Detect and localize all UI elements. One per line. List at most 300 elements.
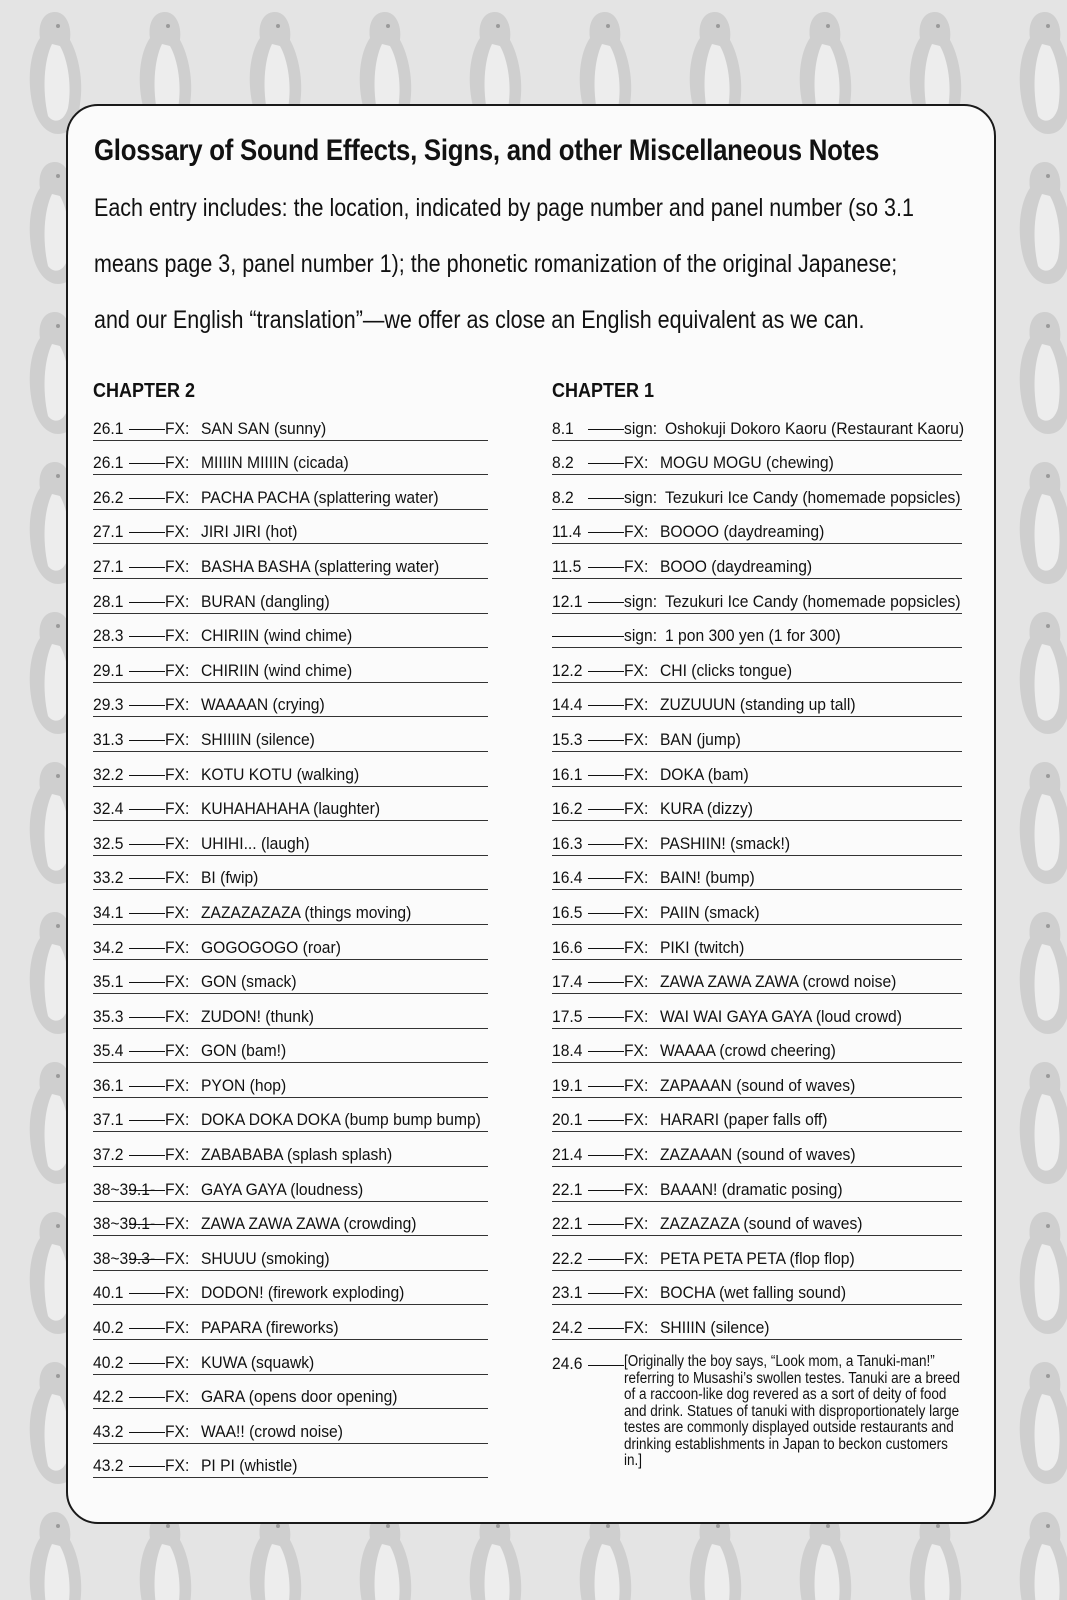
entry-description: BOOOO (daydreaming): [660, 522, 825, 542]
chapter-2-heading: CHAPTER 2: [93, 380, 196, 402]
entry-kind: FX:: [624, 1214, 649, 1234]
entry-description: BURAN (dangling): [201, 591, 330, 611]
glossary-entry: [552, 1029, 962, 1064]
glossary-entry: [93, 856, 488, 891]
entry-description: WAA!! (crowd noise): [201, 1421, 343, 1441]
glossary-entry: [93, 787, 488, 822]
entry-kind: FX:: [165, 556, 190, 576]
page-title: Glossary of Sound Effects, Signs, and other Miscellaneous Notes: [94, 134, 880, 167]
glossary-entry: [93, 1063, 488, 1098]
entry-kind: FX:: [165, 937, 190, 957]
entry-description: PAIIN (smack): [660, 902, 760, 922]
entry-description: GARA (opens door opening): [201, 1387, 398, 1407]
entry-dash: [129, 1224, 165, 1225]
entry-dash: [588, 844, 624, 845]
entry-location: 22.1: [552, 1179, 583, 1199]
entry-dash: [588, 1086, 624, 1087]
entry-dash: [129, 1397, 165, 1398]
entry-kind: FX:: [624, 695, 649, 715]
glossary-entry: [552, 1167, 962, 1202]
entry-description: SHIIIIN (silence): [201, 729, 315, 749]
entry-kind: FX:: [624, 729, 649, 749]
entry-description: Tezukuri Ice Candy (homemade popsicles): [665, 591, 961, 611]
entry-description: SAN SAN (sunny): [201, 418, 327, 438]
entry-description: BI (fwip): [201, 868, 259, 888]
entry-kind: FX:: [165, 1075, 190, 1095]
entry-dash: [129, 948, 165, 949]
glossary-entry: [93, 1167, 488, 1202]
glossary-entry: [93, 994, 488, 1029]
glossary-entry: [93, 1098, 488, 1133]
entry-kind: FX:: [624, 1179, 649, 1199]
glossary-entry: [552, 614, 962, 649]
entry-kind: FX:: [165, 660, 190, 680]
glossary-entry: [93, 614, 488, 649]
entry-location: 8.2: [552, 453, 574, 473]
entry-dash: [588, 532, 624, 533]
entry-kind: FX:: [165, 764, 190, 784]
entry-kind: FX:: [165, 868, 190, 888]
entry-description: GON (bam!): [201, 1041, 287, 1061]
entry-kind: FX:: [165, 1283, 190, 1303]
entry-dash: [129, 1328, 165, 1329]
entry-dash: [129, 498, 165, 499]
entry-dash: [588, 1155, 624, 1156]
entry-kind: FX:: [624, 556, 649, 576]
entry-kind: FX:: [624, 972, 649, 992]
entry-kind: FX:: [165, 833, 190, 853]
entry-kind: FX:: [624, 1248, 649, 1268]
glossary-entry: [93, 510, 488, 545]
entry-location: 8.1: [552, 418, 574, 438]
entry-description: ZAWA ZAWA ZAWA (crowding): [201, 1214, 417, 1234]
chapter-1-column: [552, 376, 965, 1504]
glossary-entry: [552, 1202, 962, 1237]
glossary-entry: [552, 441, 962, 476]
glossary-entry: [552, 890, 962, 925]
entry-description: ZABABABA (splash splash): [201, 1145, 393, 1165]
entry-kind: FX:: [165, 799, 190, 819]
entry-kind: FX:: [624, 868, 649, 888]
entry-kind: FX:: [165, 1006, 190, 1026]
entry-dash: [588, 1190, 624, 1191]
entry-dash: [129, 1051, 165, 1052]
entry-kind: FX:: [165, 972, 190, 992]
entry-dash: [588, 878, 624, 879]
entry-location: 24.2: [552, 1318, 583, 1338]
entry-location: 16.4: [552, 868, 583, 888]
entry-description: BASHA BASHA (splattering water): [201, 556, 440, 576]
entry-description: PYON (hop): [201, 1075, 287, 1095]
entry-location: 32.4: [93, 799, 124, 819]
entry-location: 32.5: [93, 833, 124, 853]
glossary-entry: [93, 821, 488, 856]
entry-description: GON (smack): [201, 972, 297, 992]
entry-dash: [588, 671, 624, 672]
entry-description: ZUDON! (thunk): [201, 1006, 314, 1026]
entry-kind: FX:: [624, 1041, 649, 1061]
entry-description: CHI (clicks tongue): [660, 660, 793, 680]
entry-location: 35.4: [93, 1041, 124, 1061]
entry-location: 11.5: [552, 556, 582, 576]
glossary-entry: [93, 1305, 488, 1340]
glossary-entry: [552, 510, 962, 545]
entry-description: KURA (dizzy): [660, 799, 753, 819]
entry-dash: [129, 1466, 165, 1467]
entry-kind: FX:: [165, 1387, 190, 1407]
entry-kind: FX:: [624, 799, 649, 819]
glossary-entry: [552, 544, 962, 579]
entry-location: 17.5: [552, 1006, 583, 1026]
entry-description: PACHA PACHA (splattering water): [201, 487, 439, 507]
entry-kind: FX:: [165, 902, 190, 922]
entry-kind: sign:: [624, 626, 658, 646]
entry-kind: FX:: [624, 764, 649, 784]
entry-location: 17.4: [552, 972, 583, 992]
entry-description: CHIRIIN (wind chime): [201, 626, 353, 646]
entry-description: BOOO (daydreaming): [660, 556, 813, 576]
entry-description: WAI WAI GAYA GAYA (loud crowd): [660, 1006, 902, 1026]
glossary-entry: [552, 406, 965, 441]
glossary-entry: [552, 1271, 962, 1306]
entry-location: 38~39.3-: [93, 1248, 156, 1268]
entry-location: 16.6: [552, 937, 583, 957]
entry-location: 38~39.1-: [93, 1214, 156, 1234]
entry-dash: [588, 1017, 624, 1018]
glossary-panel: [66, 104, 996, 1524]
entry-kind: FX:: [165, 1179, 190, 1199]
glossary-entry: [93, 544, 488, 579]
chapter-2-column: [93, 376, 488, 1478]
entry-kind: FX:: [165, 1248, 190, 1268]
entry-dash: [129, 844, 165, 845]
intro-line-2: means page 3, panel number 1); the phonetic romanization of the original Japanese;: [94, 250, 898, 278]
glossary-entry: [93, 925, 488, 960]
entry-location: 31.3: [93, 729, 124, 749]
entry-description: ZAPAAAN (sound of waves): [660, 1075, 856, 1095]
entry-description: DODON! (firework exploding): [201, 1283, 405, 1303]
glossary-entry: [552, 1098, 962, 1133]
glossary-entry: [93, 1132, 488, 1167]
entry-description: ZUZUUUN (standing up tall): [660, 695, 856, 715]
entry-location: 28.3: [93, 626, 124, 646]
entry-kind: FX:: [165, 1421, 190, 1441]
entry-dash: [129, 532, 165, 533]
entry-kind: FX:: [165, 1110, 190, 1130]
entry-dash: [129, 740, 165, 741]
entry-dash: [129, 1120, 165, 1121]
glossary-entry: [93, 475, 488, 510]
entry-description: KUWA (squawk): [201, 1352, 315, 1372]
entry-description: PI PI (whistle): [201, 1456, 298, 1476]
entry-kind: FX:: [624, 1110, 649, 1130]
glossary-entry: [93, 717, 488, 752]
entry-location: 36.1: [93, 1075, 124, 1095]
entry-location: 42.2: [93, 1387, 124, 1407]
entry-kind: FX:: [165, 487, 190, 507]
glossary-entry: [93, 1409, 488, 1444]
entry-description: Tezukuri Ice Candy (homemade popsicles): [665, 487, 961, 507]
entry-kind: FX:: [165, 453, 190, 473]
glossary-entry: [93, 1029, 488, 1064]
entry-description: 1 pon 300 yen (1 for 300): [665, 626, 841, 646]
entry-description: SHIIIN (silence): [660, 1318, 770, 1338]
glossary-entry: [93, 960, 488, 995]
entry-location: 29.3: [93, 695, 124, 715]
entry-description: SHUUU (smoking): [201, 1248, 330, 1268]
glossary-entry: [552, 856, 962, 891]
entry-location: 22.2: [552, 1248, 583, 1268]
entry-location: 27.1: [93, 522, 124, 542]
entry-kind: FX:: [624, 1318, 649, 1338]
entry-dash: [588, 498, 624, 499]
entry-location: 26.1: [93, 453, 124, 473]
entry-kind: FX:: [624, 1283, 649, 1303]
entry-dash: [588, 913, 624, 914]
entry-description: Oshokuji Dokoro Kaoru (Restaurant Kaoru): [665, 418, 965, 438]
entry-kind: FX:: [624, 660, 649, 680]
entry-description: HARARI (paper falls off): [660, 1110, 828, 1130]
entry-location: 40.2: [93, 1318, 124, 1338]
entry-dash: [588, 740, 624, 741]
entry-dash: [129, 1293, 165, 1294]
entry-location: 28.1: [93, 591, 124, 611]
entry-location: 43.2: [93, 1421, 124, 1441]
glossary-entry: [93, 752, 488, 787]
entry-description: PAPARA (fireworks): [201, 1318, 339, 1338]
entry-dash: [588, 429, 624, 430]
note-ref: 24.6: [552, 1354, 583, 1374]
entry-dash: [588, 775, 624, 776]
entry-description: WAAAA (crowd cheering): [660, 1041, 836, 1061]
note-dash: [588, 1365, 624, 1366]
entry-dash: [129, 463, 165, 464]
entry-kind: FX:: [165, 626, 190, 646]
entry-location: 37.2: [93, 1145, 124, 1165]
entry-location: 29.1: [93, 660, 124, 680]
entry-description: CHIRIIN (wind chime): [201, 660, 353, 680]
entry-kind: FX:: [165, 1318, 190, 1338]
entry-kind: FX:: [624, 902, 649, 922]
entry-kind: FX:: [165, 1214, 190, 1234]
entry-kind: FX:: [624, 1006, 649, 1026]
entry-kind: sign:: [624, 418, 658, 438]
glossary-entry: [93, 406, 488, 441]
entry-description: ZAZAZAZA (sound of waves): [660, 1214, 863, 1234]
entry-location: 38~39.1-: [93, 1179, 156, 1199]
entry-kind: FX:: [165, 1041, 190, 1061]
entry-description: BOCHA (wet falling sound): [660, 1283, 847, 1303]
entry-dash: [588, 567, 624, 568]
entry-kind: FX:: [624, 937, 649, 957]
entry-dash: [129, 809, 165, 810]
glossary-entry: [93, 1271, 488, 1306]
entry-location: 20.1: [552, 1110, 583, 1130]
entry-dash: [129, 878, 165, 879]
chapter-1-entry-list: [552, 406, 965, 1340]
glossary-entry: [93, 1444, 488, 1479]
glossary-entry: [552, 648, 962, 683]
entry-location: 26.2: [93, 487, 124, 507]
entry-description: WAAAAN (crying): [201, 695, 325, 715]
entry-location: 33.2: [93, 868, 124, 888]
entry-description: GOGOGOGO (roar): [201, 937, 341, 957]
intro-line-1: Each entry includes: the location, indicated by page number and panel number (so 3.1: [94, 194, 914, 222]
entry-kind: FX:: [624, 1075, 649, 1095]
entry-location: 40.2: [93, 1352, 124, 1372]
chapter-1-heading: CHAPTER 1: [552, 380, 655, 402]
entry-description: KOTU KOTU (walking): [201, 764, 360, 784]
translation-note: [552, 1354, 962, 1504]
entry-dash: [588, 705, 624, 706]
glossary-entry: [552, 475, 962, 510]
entry-description: GAYA GAYA (loudness): [201, 1179, 364, 1199]
note-text: [Originally the boy says, “Look mom, a Tanuki-man!” referring to Musashi’s swollen testes. Tanuki are a breed of a raccoon-like dog revered as a sort of deity of food and drink. Statues of tanuki with disproportionately large testes are commonly displayed outside restaurants and drinking establishments in Japan to beckon customers in.]: [624, 1353, 961, 1470]
chapter-2-entry-list: [93, 406, 488, 1478]
entry-kind: FX:: [165, 729, 190, 749]
glossary-entry: [552, 1305, 962, 1340]
entry-dash: [129, 1432, 165, 1433]
entry-kind: FX:: [624, 522, 649, 542]
entry-location: 19.1: [552, 1075, 583, 1095]
entry-location: 16.3: [552, 833, 583, 853]
entry-dash: [129, 1017, 165, 1018]
entry-location: 16.2: [552, 799, 583, 819]
entry-kind: FX:: [165, 418, 190, 438]
entry-description: JIRI JIRI (hot): [201, 522, 298, 542]
entry-kind: FX:: [165, 1456, 190, 1476]
entry-description: MIIIIN MIIIIN (cicada): [201, 453, 349, 473]
glossary-entry: [552, 579, 962, 614]
glossary-entry: [93, 1375, 488, 1410]
entry-location: 34.2: [93, 937, 124, 957]
entry-dash: [588, 1120, 624, 1121]
glossary-entry: [93, 648, 488, 683]
entry-dash: [588, 1293, 624, 1294]
entry-dash: [588, 1328, 624, 1329]
entry-location: 32.2: [93, 764, 124, 784]
glossary-entry: [93, 683, 488, 718]
entry-dash: [129, 1086, 165, 1087]
entry-kind: sign:: [624, 591, 658, 611]
glossary-entry: [552, 683, 962, 718]
entry-location: 11.4: [552, 522, 582, 542]
entry-dash: [552, 636, 624, 637]
entry-description: MOGU MOGU (chewing): [660, 453, 834, 473]
glossary-entry: [93, 1340, 488, 1375]
entry-dash: [129, 636, 165, 637]
entry-kind: FX:: [165, 1352, 190, 1372]
entry-location: 37.1: [93, 1110, 124, 1130]
entry-dash: [588, 982, 624, 983]
entry-description: DOKA (bam): [660, 764, 749, 784]
entry-description: ZAZAZAZAZA (things moving): [201, 902, 412, 922]
glossary-entry: [93, 441, 488, 476]
entry-dash: [129, 705, 165, 706]
entry-kind: FX:: [165, 522, 190, 542]
entry-location: 21.4: [552, 1145, 583, 1165]
entry-description: ZAWA ZAWA ZAWA (crowd noise): [660, 972, 897, 992]
entry-dash: [129, 429, 165, 430]
entry-kind: FX:: [624, 833, 649, 853]
entry-dash: [588, 1259, 624, 1260]
entry-location: 35.3: [93, 1006, 124, 1026]
glossary-entry: [552, 787, 962, 822]
entry-kind: FX:: [624, 1145, 649, 1165]
entry-location: 15.3: [552, 729, 583, 749]
glossary-entry: [552, 717, 962, 752]
entry-location: 14.4: [552, 695, 583, 715]
entry-kind: sign:: [624, 487, 658, 507]
entry-location: 23.1: [552, 1283, 583, 1303]
entry-description: PETA PETA PETA (flop flop): [660, 1248, 855, 1268]
entry-dash: [129, 567, 165, 568]
entry-dash: [129, 982, 165, 983]
entry-description: KUHAHAHAHA (laughter): [201, 799, 381, 819]
entry-dash: [129, 602, 165, 603]
entry-kind: FX:: [165, 695, 190, 715]
entry-kind: FX:: [165, 591, 190, 611]
entry-location: 34.1: [93, 902, 124, 922]
entry-description: PIKI (twitch): [660, 937, 745, 957]
glossary-entry: [552, 821, 962, 856]
glossary-entry: [552, 960, 962, 995]
entry-description: ZAZAAAN (sound of waves): [660, 1145, 856, 1165]
glossary-entry: [552, 994, 962, 1029]
entry-location: 26.1: [93, 418, 124, 438]
entry-dash: [129, 1259, 165, 1260]
entry-dash: [129, 1363, 165, 1364]
entry-location: 16.1: [552, 764, 583, 784]
entry-dash: [129, 1155, 165, 1156]
entry-location: 27.1: [93, 556, 124, 576]
entry-dash: [588, 1051, 624, 1052]
entry-location: 22.1: [552, 1214, 583, 1234]
glossary-entry: [93, 1236, 488, 1271]
entry-description: DOKA DOKA DOKA (bump bump bump): [201, 1110, 481, 1130]
entry-dash: [588, 1224, 624, 1225]
entry-dash: [129, 775, 165, 776]
entry-dash: [129, 913, 165, 914]
glossary-entry: [93, 1202, 488, 1237]
entry-description: PASHIIN! (smack!): [660, 833, 791, 853]
entry-location: 35.1: [93, 972, 124, 992]
entry-dash: [588, 463, 624, 464]
entry-location: 12.2: [552, 660, 583, 680]
entry-location: 16.5: [552, 902, 583, 922]
entry-description: BAAAN! (dramatic posing): [660, 1179, 843, 1199]
entry-description: UHIHI... (laugh): [201, 833, 310, 853]
glossary-entry: [552, 1132, 962, 1167]
entry-description: BAN (jump): [660, 729, 741, 749]
glossary-entry: [552, 1063, 962, 1098]
entry-dash: [129, 671, 165, 672]
entry-location: 12.1: [552, 591, 583, 611]
entry-location: 43.2: [93, 1456, 124, 1476]
entry-location: 8.2: [552, 487, 574, 507]
entry-kind: FX:: [165, 1145, 190, 1165]
glossary-entry: [552, 752, 962, 787]
entry-dash: [588, 809, 624, 810]
entry-description: BAIN! (bump): [660, 868, 755, 888]
entry-location: 18.4: [552, 1041, 583, 1061]
glossary-entry: [552, 925, 962, 960]
entry-dash: [588, 602, 624, 603]
entry-dash: [129, 1190, 165, 1191]
glossary-entry: [552, 1236, 962, 1271]
entry-kind: FX:: [624, 453, 649, 473]
entry-location: 40.1: [93, 1283, 124, 1303]
